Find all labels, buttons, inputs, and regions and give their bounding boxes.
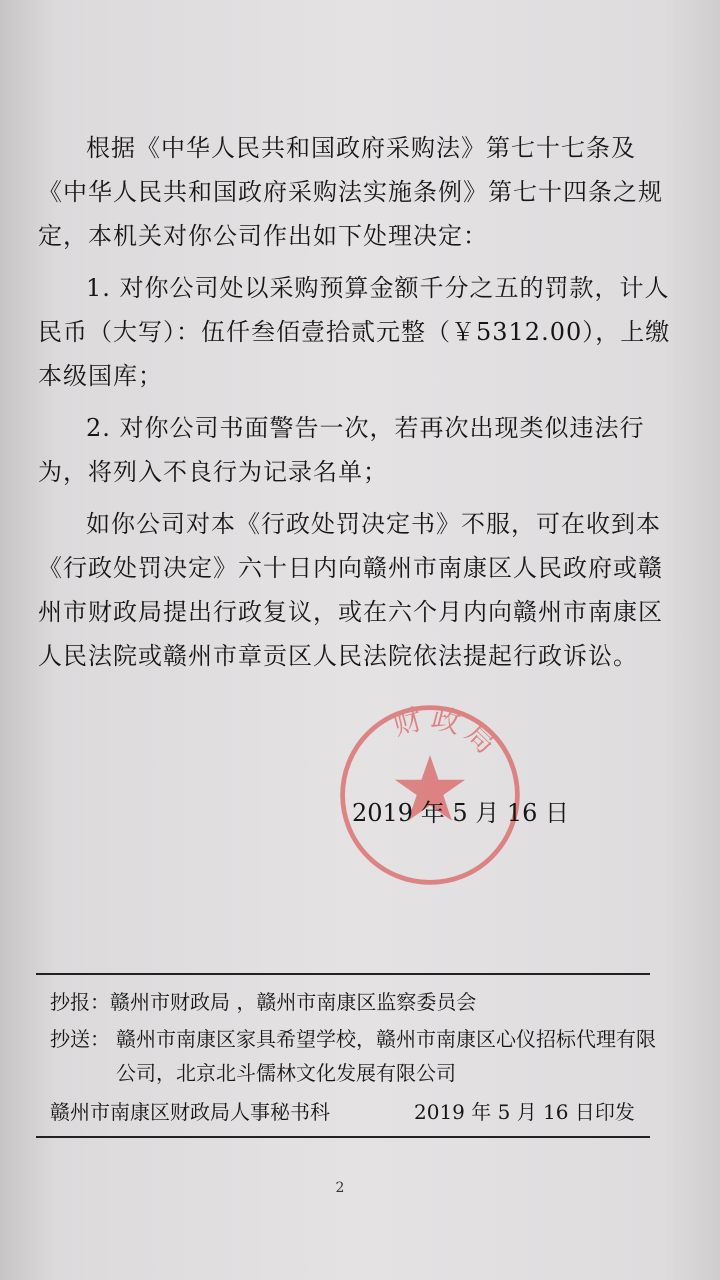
- cc-send-label: 抄送：: [50, 1027, 110, 1051]
- paragraph-fine: 1. 对你公司处以采购预算金额千分之五的罚款，计人民币（大写）：伍仟叁佰壹拾贰元整（￥5312.00），上缴本级国库；: [38, 274, 671, 390]
- document-body: [38, 126, 678, 686]
- footer-top-divider: [36, 973, 650, 975]
- cc-report-value: 赣州市财政局 ，赣州市南康区监察委员会: [110, 990, 477, 1014]
- issue-date: 2019 年 5 月 16 日印发: [414, 1100, 635, 1124]
- signature-date: 2019 年 5 月 16 日: [352, 799, 570, 827]
- seal-text: 财政局: [389, 701, 507, 764]
- footer-bottom-divider: [36, 1136, 650, 1138]
- svg-text:财政局: [389, 701, 506, 764]
- page-number: 2: [335, 1180, 345, 1196]
- paragraph-legal-basis: 根据《中华人民共和国政府采购法》第七十七条及《中华人民共和国政府采购法实施条例》第七十四条之规定，本机关对你公司作出如下处理决定：: [38, 134, 663, 250]
- cc-send-line: [50, 1022, 660, 1090]
- cc-report-line: [50, 985, 476, 1019]
- paragraph-warning: 2. 对你公司书面警告一次，若再次出现类似违法行为，将列入不良行为记录名单；: [38, 414, 645, 486]
- paragraph-appeal: 如你公司对本《行政处罚决定书》不服，可在收到本《行政处罚决定》六十日内向赣州市南康区人民政府或赣州市财政局提出行政复议，或在六个月内向赣州市南康区人民法院或赣州市章贡区人民法院依法提起行政诉讼。: [38, 510, 663, 670]
- cc-report-label: 抄报：: [50, 990, 110, 1014]
- cc-send-value: 赣州市南康区家具希望学校，赣州市南康区心仪招标代理有限公司，北京北斗儒林文化发展有限公司: [116, 1027, 656, 1085]
- issuing-department: 赣州市南康区财政局人事秘书科: [50, 1100, 330, 1124]
